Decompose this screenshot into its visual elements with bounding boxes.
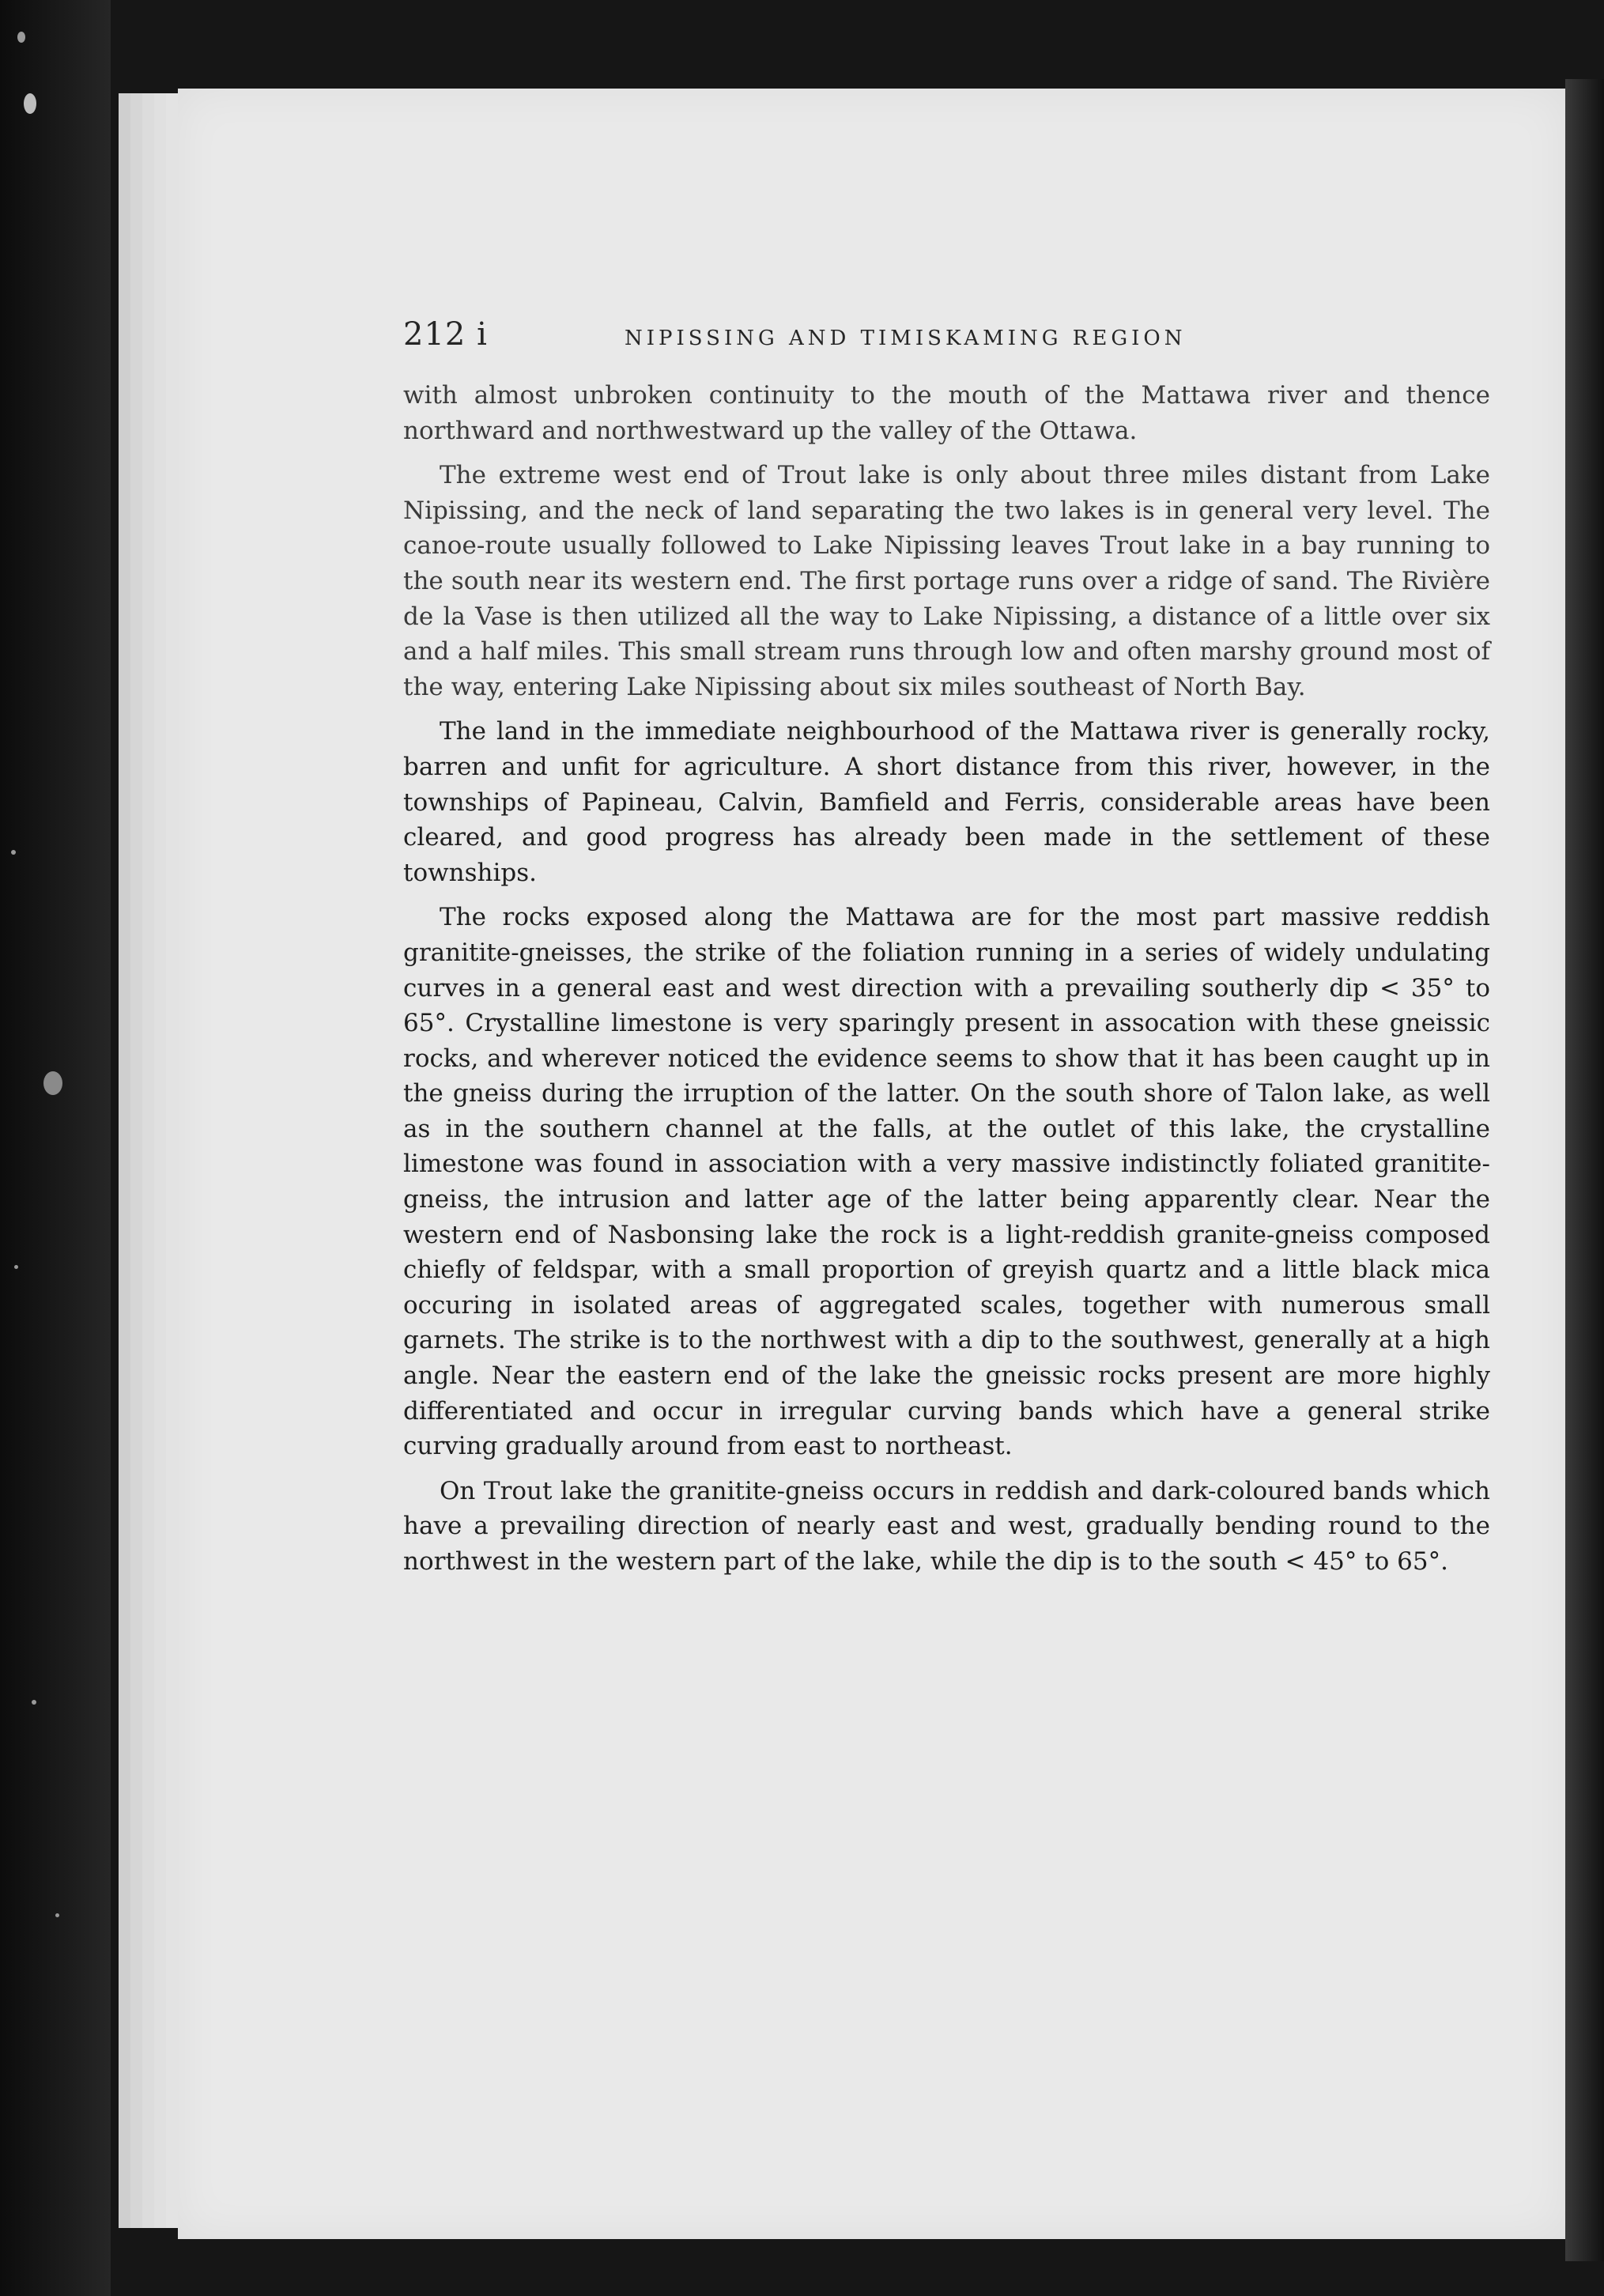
- body-text: [403, 378, 1490, 1580]
- paragraph: The extreme west end of Trout lake is only about three miles distant from Lake Nipissing, and the neck of land separating the two lakes is in general very level. The canoe-route usually followed to Lake Nipissing leaves Trout lake in a bay running to the south near its western end. The first portage runs over a ridge of sand. The Rivière de la Vase is then utilized all the way to Lake Nipissing, a distance of a little over six and a half miles. This small stream runs through low and often marshy ground most of the way, entering Lake Nipissing about six miles southeast of North Bay.: [403, 461, 1490, 701]
- page-number: 212 i: [403, 316, 488, 353]
- paragraph: The land in the immediate neighbourhood of the Mattawa river is generally rocky, barren and unfit for agriculture. A short distance from this river, however, in the townships of Papineau, Calvin, Bamfield and Ferris, considerable areas have been cleared, and good progress has already been made in the settlement of these townships.: [403, 717, 1490, 887]
- running-head: NIPISSING AND TIMISKAMING REGION: [625, 327, 1187, 350]
- dust-speck: [11, 850, 16, 855]
- paragraph: with almost unbroken continuity to the mouth of the Mattawa river and thence northward and northwestward up the valley of the Ottawa.: [403, 381, 1490, 445]
- dust-speck: [55, 1913, 59, 1917]
- dust-speck: [24, 93, 36, 114]
- right-shadow: [1565, 79, 1604, 2261]
- paragraph: On Trout lake the granitite-gneiss occurs in reddish and dark-coloured bands which have a prevailing direction of nearly east and west, gradually bending round to the northwest in the western part of the lake, while the dip is to the south < 45° to 65°.: [403, 1476, 1490, 1576]
- binding-gutter: [0, 0, 111, 2296]
- dust-speck: [43, 1071, 62, 1095]
- page-header: [403, 316, 1490, 364]
- dust-speck: [32, 1700, 36, 1705]
- dust-speck: [17, 32, 25, 43]
- paragraph: The rocks exposed along the Mattawa are for the most part massive reddish granitite-gneisses, the strike of the foliation running in a series of widely undulating curves in a general east and west direction with a prevailing southerly dip < 35° to 65°. Crystalline limestone is very sparingly present in assocation with these gneissic rocks, and wherever noticed the evidence seems to show that it has been caught up in the gneiss during the irruption of the latter. On the south shore of Talon lake, as well as in the southern channel at the falls, at the outlet of this lake, the crystalline limestone was found in association with a very massive indistinctly foliated granitite-gneiss, the intrusion and latter age of the latter being apparently clear. Near the western end of Nasbonsing lake the rock is a light-reddish granite-gneiss composed chiefly of feldspar, with a small proportion of greyish quartz and a little black mica occuring in isolated areas of aggregated scales, together with numerous small garnets. The strike is to the northwest with a dip to the southwest, generally at a high angle. Near the eastern end of the lake the gneissic rocks present are more highly differentiated and occur in irregular curving bands which have a general strike curving gradually around from east to northeast.: [403, 903, 1490, 1461]
- dust-speck: [14, 1265, 18, 1269]
- page-content: [403, 316, 1490, 1589]
